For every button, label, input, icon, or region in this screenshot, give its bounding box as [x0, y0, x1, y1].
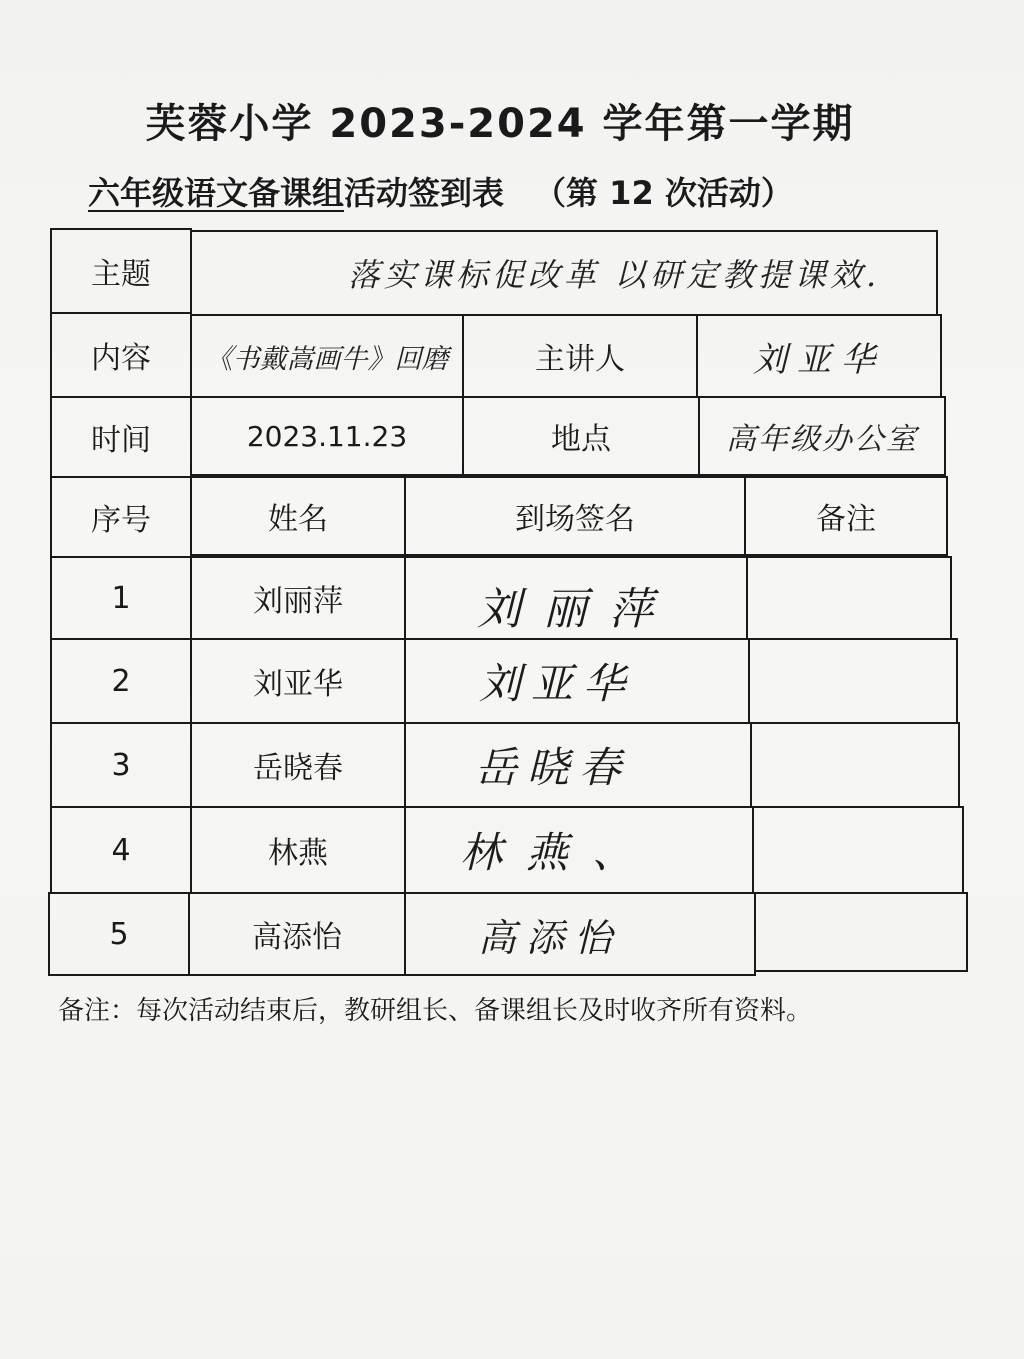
theme-label-cell: [50, 228, 192, 314]
theme-label: 主题: [91, 257, 151, 292]
row-3-name-cell: [190, 722, 406, 808]
speaker-label: 主讲人: [535, 342, 625, 377]
row-1-number-cell: [50, 556, 192, 640]
row-name: 刘亚华: [253, 667, 343, 702]
footer-note: 备注：每次活动结束后，教研组长、备课组长及时收齐所有资料。: [58, 996, 813, 1026]
row-signature: 刘丽萍: [477, 584, 675, 635]
row-signature: 岳晓春: [474, 743, 631, 792]
speaker-value: 刘亚华: [753, 339, 885, 380]
row-signature: 刘亚华: [478, 659, 635, 708]
row-1-remark-cell: [746, 556, 952, 640]
row-number: 2: [111, 663, 131, 699]
row-2-remark-cell: [748, 638, 958, 724]
content-value: 《书戴嵩画牛》回磨: [205, 343, 449, 375]
place-label: 地点: [551, 422, 611, 457]
content-label: 内容: [91, 341, 151, 376]
row-4-signature-cell: [404, 806, 754, 894]
row-3-signature-cell: [404, 722, 752, 808]
place-value-cell: [698, 396, 946, 476]
row-1-name-cell: [190, 556, 406, 640]
row-1-signature-cell: [404, 556, 748, 640]
time-label-cell: [50, 396, 192, 478]
row-4-remark-cell: [752, 806, 964, 894]
header-name-cell: [190, 476, 406, 556]
row-name: 刘丽萍: [253, 584, 343, 619]
row-signature: 高添怡: [477, 915, 622, 960]
row-5-remark-cell: [754, 892, 968, 972]
row-3-remark-cell: [750, 722, 960, 808]
header-remark-cell: [744, 476, 948, 556]
place-value: 高年级办公室: [726, 422, 918, 457]
row-signature: 林燕、: [459, 828, 658, 877]
place-label-cell: [462, 396, 700, 476]
row-number: 5: [109, 916, 129, 952]
subtitle-sheet-name: 活动签到表: [344, 174, 505, 212]
column-header-signature: 到场签名: [515, 502, 635, 537]
row-3-number-cell: [50, 722, 192, 808]
row-2-signature-cell: [404, 638, 750, 724]
row-name: 岳晓春: [253, 751, 343, 786]
row-2-number-cell: [50, 638, 192, 724]
subtitle-group-name: 六年级语文备课组: [88, 174, 345, 212]
theme-value: 落实课标促改革 以研定教提课效.: [347, 256, 881, 294]
column-header-remark: 备注: [816, 502, 876, 537]
content-label-cell: [50, 312, 192, 398]
time-value: 2023.11.23: [246, 419, 408, 453]
header-number-cell: [50, 476, 192, 558]
column-header-name: 姓名: [268, 502, 328, 537]
time-value-cell: [190, 396, 464, 476]
column-header-number: 序号: [91, 503, 151, 538]
row-number: 4: [111, 832, 131, 868]
speaker-label-cell: [462, 314, 698, 398]
header-signature-cell: [404, 476, 746, 556]
document-subtitle: [88, 168, 793, 214]
row-number: 3: [111, 747, 131, 783]
row-5-name-cell: [188, 892, 406, 976]
theme-value-cell: [190, 230, 938, 316]
document-title: 芙蓉小学 2023-2024 学年第一学期: [145, 101, 855, 147]
row-5-number-cell: [48, 892, 190, 976]
row-4-name-cell: [190, 806, 406, 894]
row-name: 高添怡: [252, 920, 342, 955]
speaker-value-cell: [696, 314, 942, 398]
row-name: 林燕: [268, 836, 328, 871]
time-label: 时间: [91, 423, 151, 458]
row-2-name-cell: [190, 638, 406, 724]
row-4-number-cell: [50, 806, 192, 894]
subtitle-round: （第 12 次活动）: [534, 174, 793, 212]
row-number: 1: [111, 580, 131, 616]
content-value-cell: [190, 314, 464, 398]
row-5-signature-cell: [404, 892, 756, 976]
